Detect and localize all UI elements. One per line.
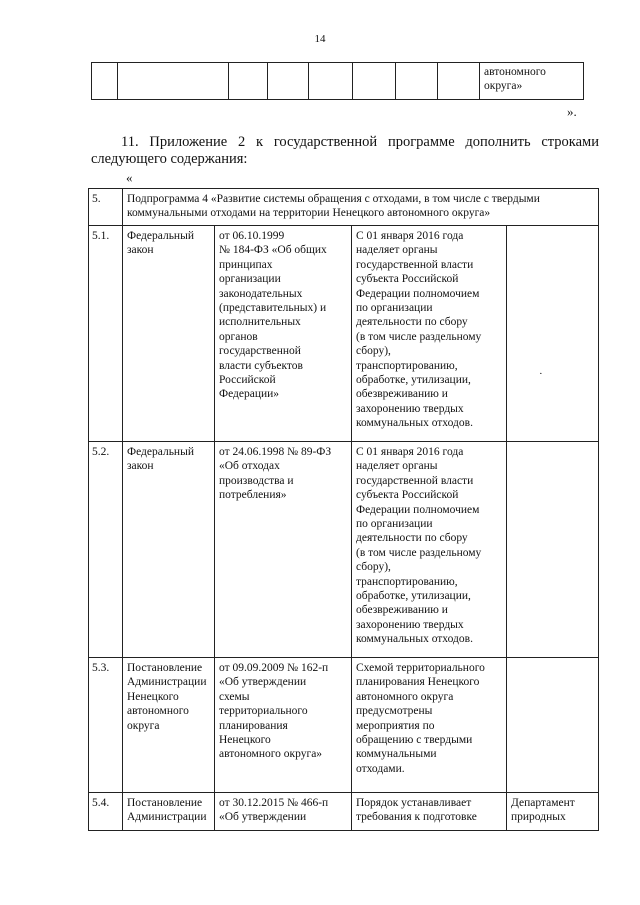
act-details: от 30.12.2015 № 466-п «Об утверждении [215, 793, 352, 831]
act-details: от 24.06.1998 № 89-ФЗ «Об отходах производства и потребления» [215, 442, 352, 658]
act-content: С 01 января 2016 года наделяет органы государственной власти субъекта Российской Федерации полномочием по организации деятельности по сбору (в том числе раздельному сбору), транспортированию, обработке, утилизации, обезвреживанию и захоронению твердых коммунальных отходов. [352, 226, 507, 442]
table-row [89, 226, 599, 442]
act-type: Федеральный закон [123, 226, 215, 442]
table-row [89, 442, 599, 658]
table-row [92, 63, 584, 100]
act-type: Федеральный закон [123, 442, 215, 658]
amendment-table [88, 188, 599, 831]
previous-table-fragment [91, 62, 584, 100]
section-title: Подпрограмма 4 «Развитие системы обращения с отходами, в том числе с твердыми коммунальными отходами на территории Ненецкого автономного округа» [123, 189, 599, 226]
act-content: Схемой территориального планирования Ненецкого автономного округа предусмотрены мероприятия по обращению с твердыми коммунальными отходами. [352, 658, 507, 793]
page-number: 14 [314, 33, 326, 45]
table-row [89, 658, 599, 793]
table-cell [396, 63, 438, 100]
table-cell [92, 63, 118, 100]
table-cell [118, 63, 229, 100]
closing-quote: ». [567, 104, 577, 119]
row-number: 5.2. [89, 442, 123, 658]
act-details: от 09.09.2009 № 162-п «Об утверждении схемы территориального планирования Ненецкого автономного округа» [215, 658, 352, 793]
table-row [89, 793, 599, 831]
table-cell [309, 63, 353, 100]
opening-quote: « [126, 170, 133, 185]
act-type: Постановление Администрации [123, 793, 215, 831]
table-cell [353, 63, 396, 100]
amendment-paragraph: 11. Приложение 2 к государственной программе дополнить строками следующего содержания: [91, 134, 599, 167]
act-content: С 01 января 2016 года наделяет органы государственной власти субъекта Российской Федерации полномочием по организации деятельности по сбору (в том числе раздельному сбору), транспортированию, обработке, утилизации, обезвреживанию и захоронению твердых коммунальных отходов. [352, 442, 507, 658]
table-cell [268, 63, 309, 100]
table-cell [229, 63, 268, 100]
row-number: 5.4. [89, 793, 123, 831]
row-number: 5.3. [89, 658, 123, 793]
row-number: 5.1. [89, 226, 123, 442]
section-row [89, 189, 599, 226]
table-cell [438, 63, 480, 100]
act-type: Постановление Администрации Ненецкого автономного округа [123, 658, 215, 793]
responsible [507, 658, 599, 793]
act-content: Порядок устанавливает требования к подготовке [352, 793, 507, 831]
table-cell-text: автономного округа» [480, 63, 584, 100]
act-details: от 06.10.1999 № 184-ФЗ «Об общих принципах организации законодательных (представительных) и исполнительных органов государственной власти субъектов Российской Федерации» [215, 226, 352, 442]
section-number: 5. [89, 189, 123, 226]
responsible [507, 226, 599, 442]
responsible [507, 442, 599, 658]
stray-mark: · [539, 368, 543, 380]
responsible: Департамент природных [507, 793, 599, 831]
